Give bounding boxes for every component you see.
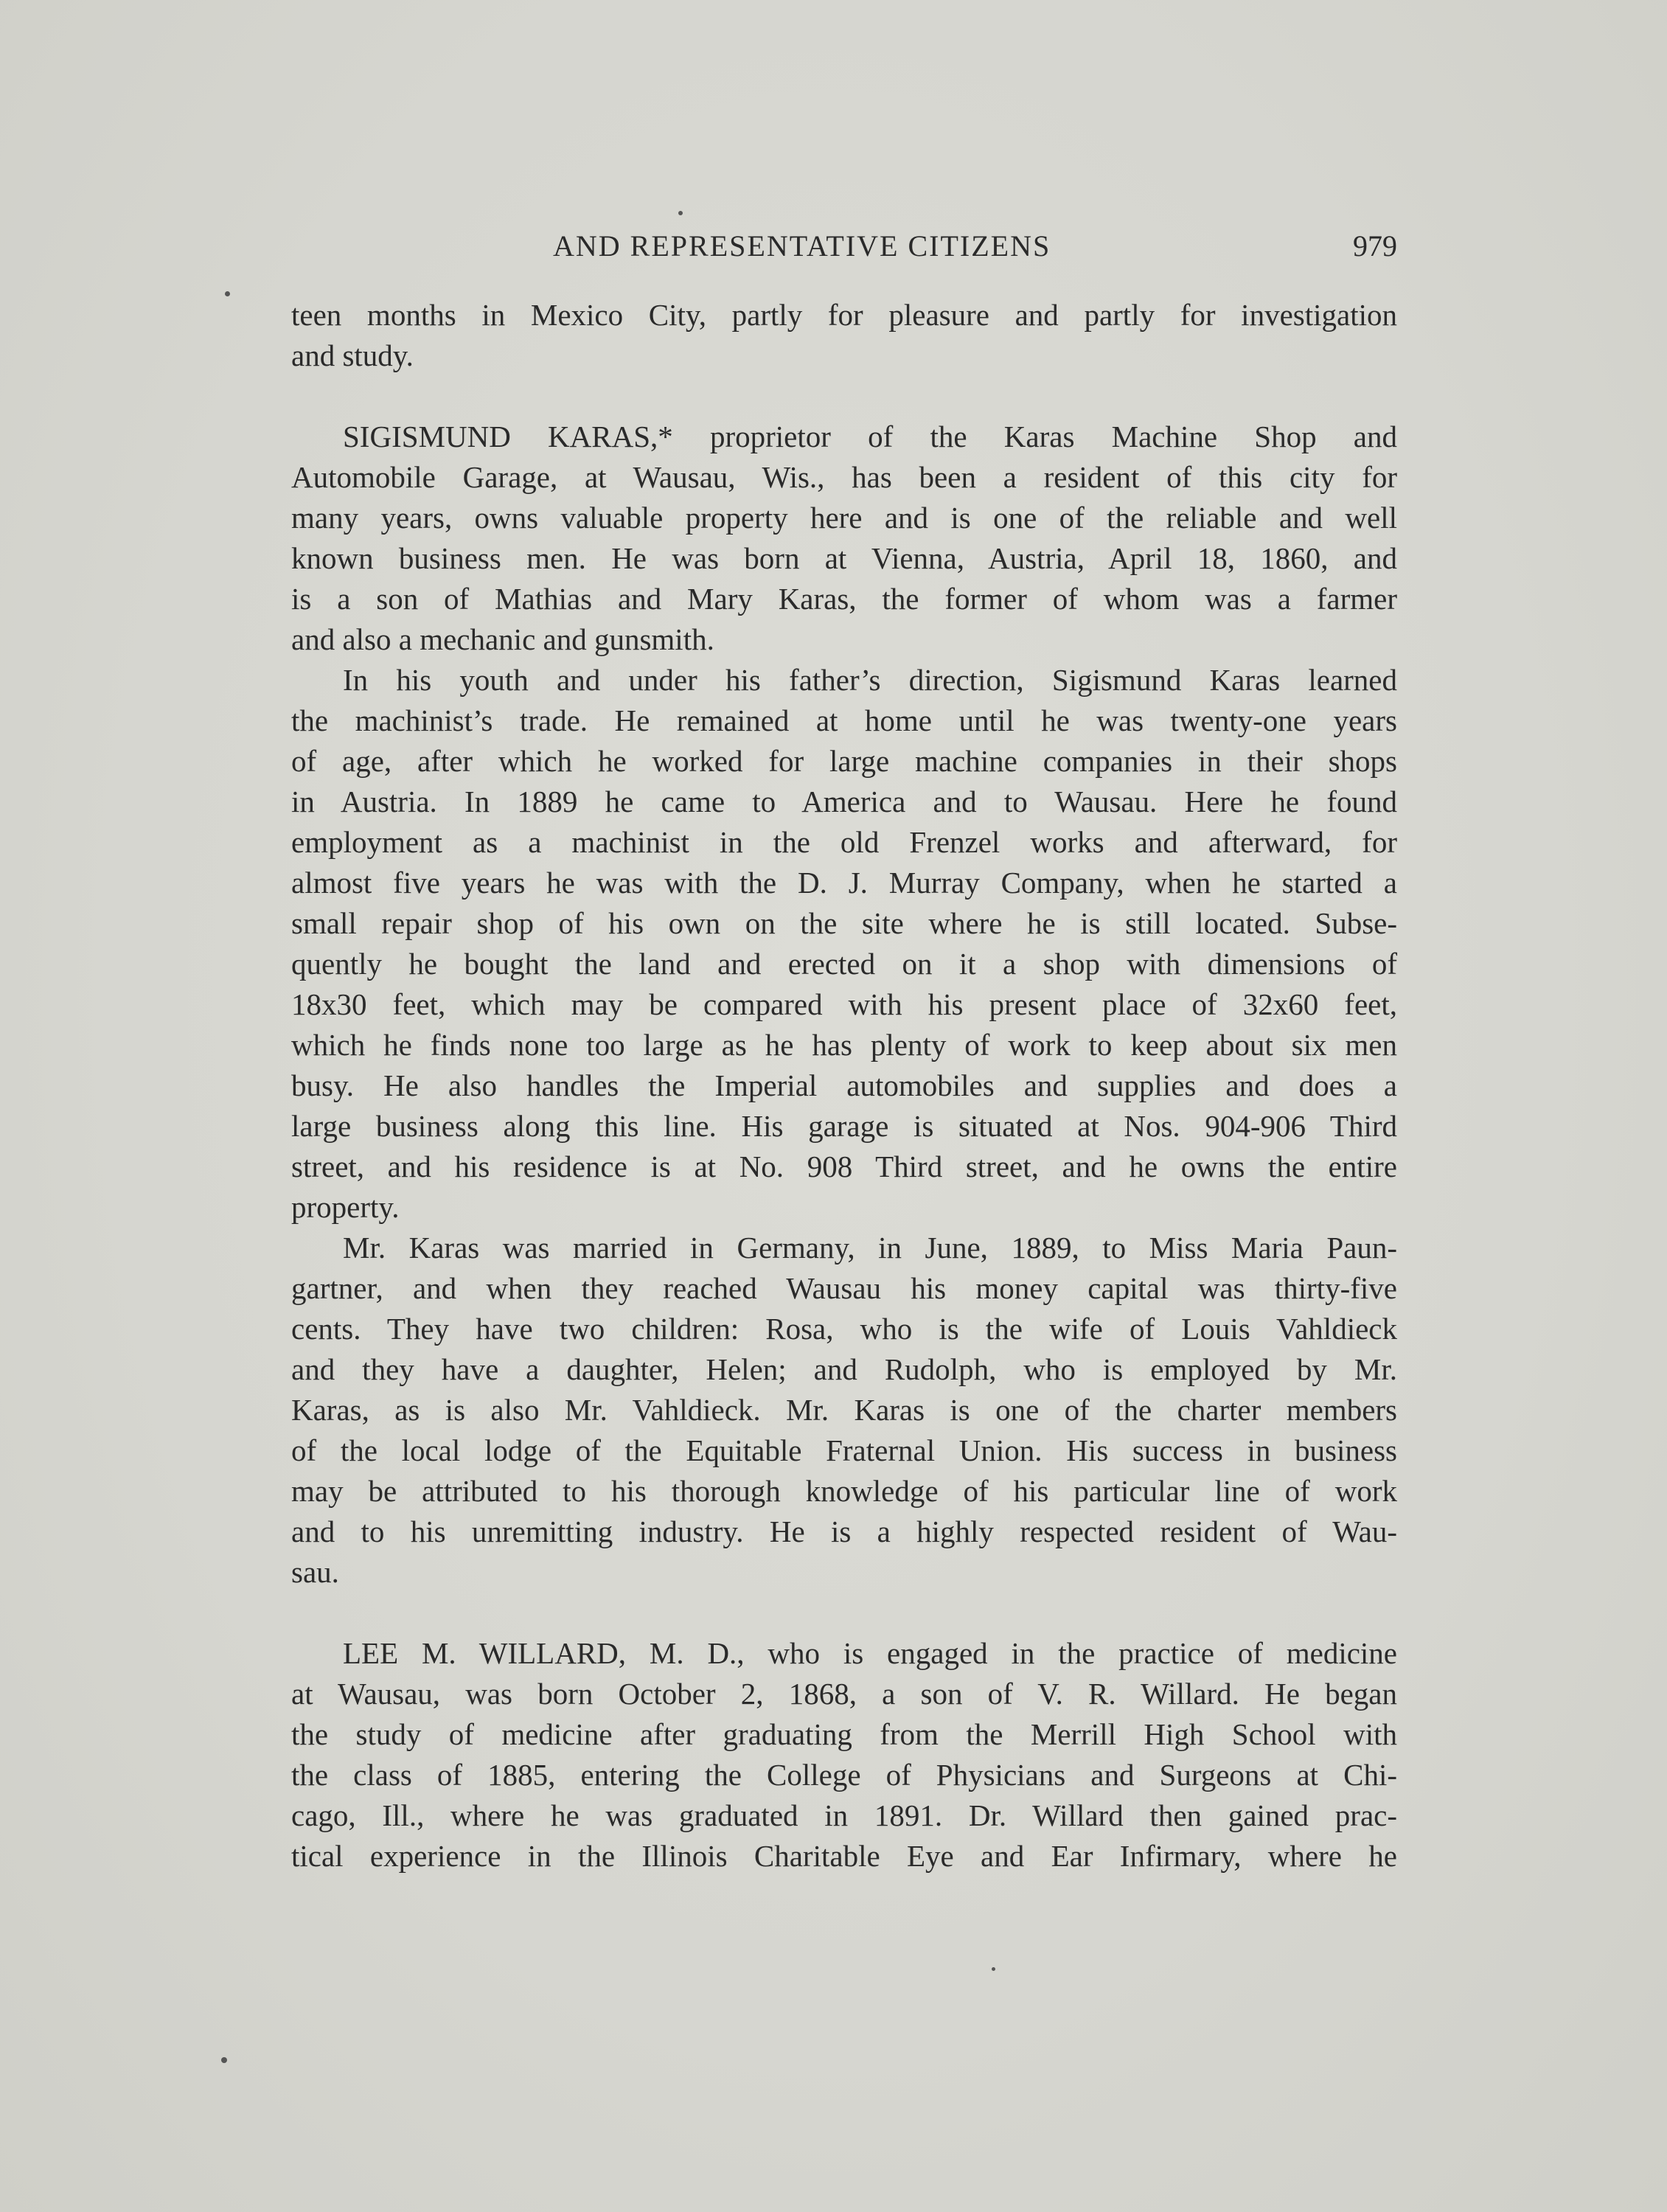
text-line: large business along this line. His garage is situated at Nos. 904-906 Third — [291, 1109, 1397, 1143]
page-number: 979 — [1353, 229, 1397, 262]
text-line: in Austria. In 1889 he came to America and to Wausau. Here he found — [291, 785, 1397, 818]
text-line: SIGISMUND KARAS,* proprietor of the Karas Machine Shop and — [343, 420, 1397, 453]
text-line: teen months in Mexico City, partly for pleasure and partly for investigation — [291, 298, 1397, 332]
text-line: and to his unremitting industry. He is a highly respected resident of Wau- — [291, 1514, 1397, 1548]
text-line: Karas, as is also Mr. Vahldieck. Mr. Karas is one of the charter members — [291, 1393, 1397, 1427]
text-line: In his youth and under his father’s direction, Sigismund Karas learned — [343, 663, 1397, 697]
text-line: and they have a daughter, Helen; and Rudolph, who is employed by Mr. — [291, 1352, 1397, 1386]
text-line: small repair shop of his own on the site where he is still located. Subse- — [291, 906, 1397, 940]
paragraph-gap — [291, 1593, 1397, 1633]
paragraph-gap — [291, 376, 1397, 417]
text-line: may be attributed to his thorough knowledge of his particular line of work — [291, 1474, 1397, 1508]
text-line: gartner, and when they reached Wausau his money capital was thirty-five — [291, 1271, 1397, 1305]
text-line: busy. He also handles the Imperial automobiles and supplies and does a — [291, 1068, 1397, 1102]
text-line: sau. — [291, 1555, 339, 1589]
text-line: almost five years he was with the D. J. Murray Company, when he started a — [291, 866, 1397, 900]
text-line: the study of medicine after graduating from the Merrill High School with — [291, 1717, 1397, 1751]
dust-speck — [678, 211, 683, 215]
text-line: known business men. He was born at Vienna, Austria, April 18, 1860, and — [291, 541, 1397, 575]
dust-speck — [992, 1967, 995, 1971]
text-line: cents. They have two children: Rosa, who is the wife of Louis Vahldieck — [291, 1312, 1397, 1346]
text-line: Automobile Garage, at Wausau, Wis., has been a resident of this city for — [291, 460, 1397, 494]
text-line: employment as a machinist in the old Frenzel works and afterward, for — [291, 825, 1397, 859]
text-line: property. — [291, 1190, 400, 1224]
dust-speck — [225, 291, 230, 296]
text-line: LEE M. WILLARD, M. D., who is engaged in the practice of medicine — [343, 1636, 1397, 1670]
text-line: and study. — [291, 338, 414, 372]
text-line: street, and his residence is at No. 908 Third street, and he owns the entire — [291, 1150, 1397, 1183]
text-line: cago, Ill., where he was graduated in 1891. Dr. Willard then gained prac- — [291, 1798, 1397, 1832]
page-header — [291, 229, 1397, 273]
text-line: 18x30 feet, which may be compared with his present place of 32x60 feet, — [291, 987, 1397, 1021]
text-line: the machinist’s trade. He remained at home until he was twenty-one years — [291, 703, 1397, 737]
text-line: of the local lodge of the Equitable Fraternal Union. His success in business — [291, 1433, 1397, 1467]
text-line: of age, after which he worked for large machine companies in their shops — [291, 744, 1397, 778]
running-head: AND REPRESENTATIVE CITIZENS — [553, 229, 1051, 262]
body-text — [291, 295, 1397, 1877]
text-line: many years, owns valuable property here and is one of the reliable and well — [291, 501, 1397, 535]
dust-speck — [221, 2057, 227, 2063]
text-line: at Wausau, was born October 2, 1868, a son of V. R. Willard. He began — [291, 1677, 1397, 1711]
text-line: is a son of Mathias and Mary Karas, the former of whom was a farmer — [291, 582, 1397, 616]
text-line: and also a mechanic and gunsmith. — [291, 622, 714, 656]
text-line: Mr. Karas was married in Germany, in June, 1889, to Miss Maria Paun- — [343, 1231, 1397, 1265]
text-line: the class of 1885, entering the College of Physicians and Surgeons at Chi- — [291, 1758, 1397, 1792]
text-line: quently he bought the land and erected on it a shop with dimensions of — [291, 947, 1397, 981]
text-line: tical experience in the Illinois Charitable Eye and Ear Infirmary, where he — [291, 1839, 1397, 1873]
text-line: which he finds none too large as he has plenty of work to keep about six men — [291, 1028, 1397, 1062]
